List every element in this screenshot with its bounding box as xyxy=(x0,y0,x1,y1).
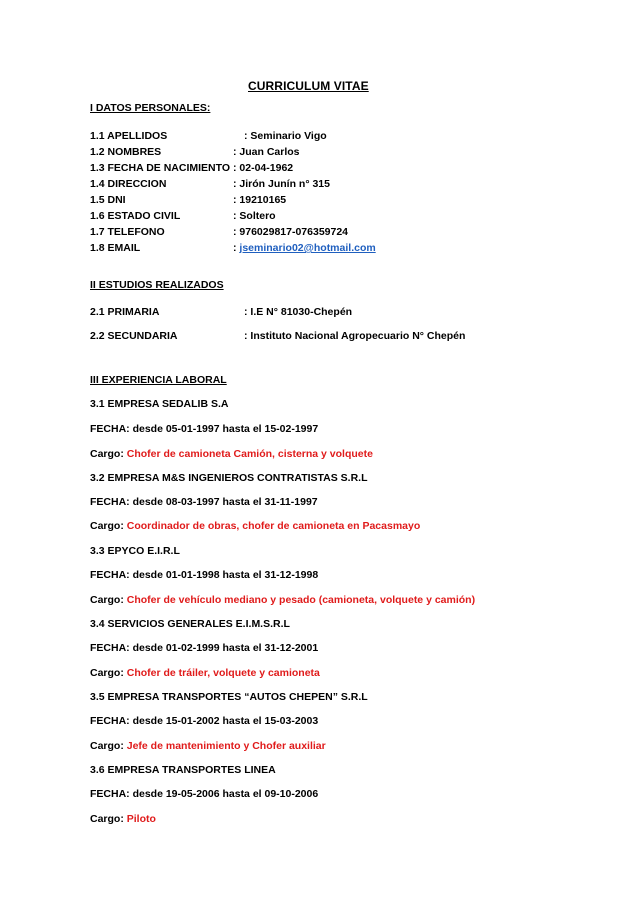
job-company: 3.2 EMPRESA M&S INGENIEROS CONTRATISTAS S.R.L xyxy=(90,472,368,484)
row-label: 2.1 PRIMARIA xyxy=(90,306,160,318)
row-label: 2.2 SECUNDARIA xyxy=(90,330,178,342)
job-cargo xyxy=(90,667,320,679)
row-label: 1.1 APELLIDOS xyxy=(90,130,168,142)
row-value: : I.E N° 81030-Chepén xyxy=(244,306,353,318)
row-value xyxy=(233,242,376,254)
job-cargo xyxy=(90,448,373,460)
cargo-value: Piloto xyxy=(126,813,156,825)
row-value: : Juan Carlos xyxy=(233,146,300,158)
cargo-label: Cargo: xyxy=(90,594,127,606)
cargo-label: Cargo: xyxy=(90,740,127,752)
row-label: 1.8 EMAIL xyxy=(90,242,141,254)
job-company: 3.6 EMPRESA TRANSPORTES LINEA xyxy=(90,764,276,776)
email-prefix: : xyxy=(233,242,240,254)
job-company: 3.5 EMPRESA TRANSPORTES “AUTOS CHEPEN” S.R.L xyxy=(90,691,368,703)
cargo-value: Coordinador de obras, chofer de camioneta en Pacasmayo xyxy=(126,520,421,532)
job-company: 3.4 SERVICIOS GENERALES E.I.M.S.R.L xyxy=(90,618,290,630)
job-dates: FECHA: desde 15-01-2002 hasta el 15-03-2003 xyxy=(90,715,319,727)
cargo-value: Chofer de camioneta Camión, cisterna y volquete xyxy=(126,448,373,460)
row-label: 1.6 ESTADO CIVIL xyxy=(90,210,181,222)
row-label: 1.7 TELEFONO xyxy=(90,226,165,238)
cargo-label: Cargo: xyxy=(90,520,127,532)
row-label: 1.5 DNI xyxy=(90,194,126,206)
row-label: 1.3 FECHA DE NACIMIENTO xyxy=(90,162,231,174)
row-value: : Soltero xyxy=(233,210,276,222)
cargo-value: Jefe de mantenimiento y Chofer auxiliar xyxy=(126,740,326,752)
email-link[interactable]: jseminario02@hotmail.com xyxy=(239,242,376,254)
job-cargo xyxy=(90,594,475,606)
section-heading-studies: II ESTUDIOS REALIZADOS xyxy=(90,279,224,291)
job-cargo xyxy=(90,813,156,825)
job-cargo xyxy=(90,520,420,532)
cargo-value: Chofer de tráiler, volquete y camioneta xyxy=(126,667,320,679)
section-heading-personal: I DATOS PERSONALES: xyxy=(90,102,211,114)
cargo-label: Cargo: xyxy=(90,667,127,679)
section-heading-experience: III EXPERIENCIA LABORAL xyxy=(90,374,227,386)
cargo-label: Cargo: xyxy=(90,813,127,825)
job-company: 3.3 EPYCO E.I.R.L xyxy=(90,545,180,557)
row-value: : 02-04-1962 xyxy=(233,162,294,174)
document-title: CURRICULUM VITAE xyxy=(248,79,369,93)
job-dates: FECHA: desde 01-01-1998 hasta el 31-12-1998 xyxy=(90,569,319,581)
job-dates: FECHA: desde 08-03-1997 hasta el 31-11-1997 xyxy=(90,496,318,508)
row-value: : Jirón Junín n° 315 xyxy=(233,178,330,190)
row-value: : 976029817-076359724 xyxy=(233,226,349,238)
row-label: 1.4 DIRECCION xyxy=(90,178,167,190)
job-dates: FECHA: desde 05-01-1997 hasta el 15-02-1997 xyxy=(90,423,319,435)
row-value: : Seminario Vigo xyxy=(244,130,327,142)
job-company: 3.1 EMPRESA SEDALIB S.A xyxy=(90,398,229,410)
job-cargo xyxy=(90,740,326,752)
cargo-value: Chofer de vehículo mediano y pesado (camioneta, volquete y camión) xyxy=(126,594,476,606)
job-dates: FECHA: desde 01-02-1999 hasta el 31-12-2001 xyxy=(90,642,319,654)
cargo-label: Cargo: xyxy=(90,448,127,460)
row-value: : 19210165 xyxy=(233,194,287,206)
row-value: : Instituto Nacional Agropecuario N° Chepén xyxy=(244,330,466,342)
row-label: 1.2 NOMBRES xyxy=(90,146,162,158)
job-dates: FECHA: desde 19-05-2006 hasta el 09-10-2006 xyxy=(90,788,319,800)
